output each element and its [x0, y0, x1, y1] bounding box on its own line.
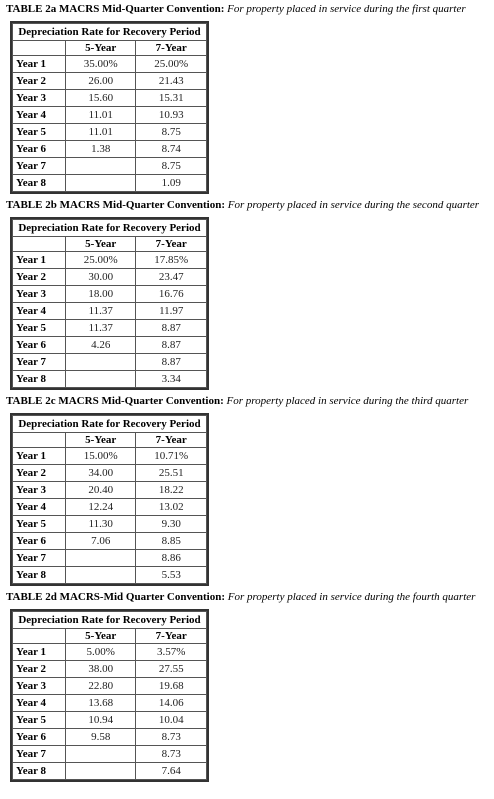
year-label: Year 2	[13, 465, 66, 482]
table-row	[13, 252, 207, 269]
table-row	[13, 499, 207, 516]
rate-7-year: 13.02	[136, 499, 207, 516]
table-row	[13, 661, 207, 678]
year-label: Year 1	[13, 252, 66, 269]
year-label: Year 8	[13, 371, 66, 388]
table-row	[13, 286, 207, 303]
column-header: 5-Year	[66, 237, 136, 252]
rate-5-year: 11.30	[66, 516, 136, 533]
rate-7-year: 8.75	[136, 124, 207, 141]
rate-7-year: 11.97	[136, 303, 207, 320]
rate-7-year: 3.34	[136, 371, 207, 388]
rate-7-year: 25.51	[136, 465, 207, 482]
rate-5-year	[66, 371, 136, 388]
year-label: Year 1	[13, 644, 66, 661]
table-row	[13, 695, 207, 712]
rate-5-year: 15.60	[66, 90, 136, 107]
rate-7-year: 8.87	[136, 354, 207, 371]
rate-7-year: 25.00%	[136, 56, 207, 73]
rate-5-year	[66, 567, 136, 584]
year-label: Year 3	[13, 286, 66, 303]
rate-5-year: 38.00	[66, 661, 136, 678]
rate-7-year: 9.30	[136, 516, 207, 533]
year-label: Year 6	[13, 337, 66, 354]
table-row	[13, 763, 207, 780]
year-label: Year 3	[13, 482, 66, 499]
rates-table	[12, 23, 207, 192]
year-label: Year 7	[13, 354, 66, 371]
rate-5-year: 5.00%	[66, 644, 136, 661]
column-header: 5-Year	[66, 41, 136, 56]
rate-5-year: 22.80	[66, 678, 136, 695]
year-label: Year 5	[13, 124, 66, 141]
table-caption	[6, 198, 490, 213]
table-row	[13, 482, 207, 499]
caption-title: TABLE 2b MACRS Mid-Quarter Convention:	[6, 199, 225, 211]
table-row	[13, 746, 207, 763]
year-label: Year 7	[13, 158, 66, 175]
year-label: Year 4	[13, 107, 66, 124]
rate-5-year: 34.00	[66, 465, 136, 482]
rate-7-year: 10.04	[136, 712, 207, 729]
group-header: Depreciation Rate for Recovery Period	[13, 612, 207, 629]
year-label: Year 8	[13, 763, 66, 780]
rate-7-year: 8.75	[136, 158, 207, 175]
rate-7-year: 3.57%	[136, 644, 207, 661]
rate-5-year	[66, 158, 136, 175]
column-header: 5-Year	[66, 433, 136, 448]
table-row	[13, 158, 207, 175]
rate-5-year: 9.58	[66, 729, 136, 746]
column-header: 7-Year	[136, 629, 207, 644]
rate-7-year: 21.43	[136, 73, 207, 90]
table-row	[13, 337, 207, 354]
rate-7-year: 17.85%	[136, 252, 207, 269]
rate-5-year: 15.00%	[66, 448, 136, 465]
table-row	[13, 550, 207, 567]
rates-table-frame	[10, 413, 209, 586]
year-label: Year 2	[13, 661, 66, 678]
table-row	[13, 678, 207, 695]
rate-7-year: 8.87	[136, 320, 207, 337]
rate-5-year: 10.94	[66, 712, 136, 729]
table-row	[13, 567, 207, 584]
rate-5-year: 12.24	[66, 499, 136, 516]
rate-5-year: 4.26	[66, 337, 136, 354]
rate-5-year	[66, 763, 136, 780]
column-header: 7-Year	[136, 433, 207, 448]
rates-table	[12, 611, 207, 780]
rates-table-frame	[10, 609, 209, 782]
rate-7-year: 8.85	[136, 533, 207, 550]
caption-subtitle: For property placed in service during the fourth quarter	[227, 591, 476, 603]
group-header: Depreciation Rate for Recovery Period	[13, 416, 207, 433]
rates-table	[12, 415, 207, 584]
year-label: Year 7	[13, 746, 66, 763]
caption-subtitle: For property placed in service during the first quarter	[227, 3, 466, 15]
table-caption	[6, 394, 490, 409]
year-label: Year 2	[13, 269, 66, 286]
table-row	[13, 320, 207, 337]
year-label: Year 2	[13, 73, 66, 90]
rate-5-year: 13.68	[66, 695, 136, 712]
blank-header-cell	[13, 237, 66, 252]
table-row	[13, 448, 207, 465]
year-label: Year 3	[13, 678, 66, 695]
rate-7-year: 15.31	[136, 90, 207, 107]
rate-5-year: 11.37	[66, 320, 136, 337]
year-label: Year 1	[13, 448, 66, 465]
table-row	[13, 729, 207, 746]
rate-7-year: 8.74	[136, 141, 207, 158]
table-caption	[6, 2, 490, 17]
rate-5-year: 7.06	[66, 533, 136, 550]
rate-7-year: 7.64	[136, 763, 207, 780]
year-label: Year 5	[13, 320, 66, 337]
group-header: Depreciation Rate for Recovery Period	[13, 220, 207, 237]
table-row	[13, 371, 207, 388]
table-row	[13, 269, 207, 286]
table-row	[13, 141, 207, 158]
year-label: Year 4	[13, 303, 66, 320]
table-section-2b	[6, 198, 490, 393]
table-section-2a	[6, 2, 490, 197]
year-label: Year 1	[13, 56, 66, 73]
rate-7-year: 16.76	[136, 286, 207, 303]
rate-5-year	[66, 550, 136, 567]
rate-7-year: 10.71%	[136, 448, 207, 465]
rate-5-year: 25.00%	[66, 252, 136, 269]
column-header: 5-Year	[66, 629, 136, 644]
rate-5-year: 18.00	[66, 286, 136, 303]
rate-7-year: 8.86	[136, 550, 207, 567]
rate-7-year: 10.93	[136, 107, 207, 124]
caption-title: TABLE 2a MACRS Mid-Quarter Convention:	[6, 3, 225, 15]
rates-table	[12, 219, 207, 388]
rate-7-year: 1.09	[136, 175, 207, 192]
blank-header-cell	[13, 41, 66, 56]
column-header: 7-Year	[136, 41, 207, 56]
rate-7-year: 8.73	[136, 746, 207, 763]
rate-7-year: 18.22	[136, 482, 207, 499]
rate-5-year: 1.38	[66, 141, 136, 158]
table-section-2d	[6, 590, 490, 785]
rate-7-year: 8.87	[136, 337, 207, 354]
table-row	[13, 73, 207, 90]
rate-5-year	[66, 175, 136, 192]
table-section-2c	[6, 394, 490, 589]
rate-5-year: 11.01	[66, 124, 136, 141]
rates-table-frame	[10, 217, 209, 390]
table-row	[13, 175, 207, 192]
year-label: Year 5	[13, 712, 66, 729]
rate-5-year	[66, 354, 136, 371]
table-row	[13, 124, 207, 141]
rate-5-year: 35.00%	[66, 56, 136, 73]
blank-header-cell	[13, 433, 66, 448]
year-label: Year 5	[13, 516, 66, 533]
year-label: Year 7	[13, 550, 66, 567]
year-label: Year 6	[13, 141, 66, 158]
year-label: Year 6	[13, 533, 66, 550]
year-label: Year 3	[13, 90, 66, 107]
rate-5-year: 26.00	[66, 73, 136, 90]
table-row	[13, 107, 207, 124]
year-label: Year 4	[13, 695, 66, 712]
column-header: 7-Year	[136, 237, 207, 252]
rate-7-year: 19.68	[136, 678, 207, 695]
table-row	[13, 56, 207, 73]
caption-subtitle: For property placed in service during the second quarter	[227, 199, 480, 211]
rate-5-year: 30.00	[66, 269, 136, 286]
table-caption	[6, 590, 490, 605]
year-label: Year 8	[13, 175, 66, 192]
caption-title: TABLE 2d MACRS-Mid Quarter Convention:	[6, 591, 225, 603]
rate-5-year: 11.01	[66, 107, 136, 124]
table-row	[13, 354, 207, 371]
rate-7-year: 23.47	[136, 269, 207, 286]
rate-5-year: 20.40	[66, 482, 136, 499]
rate-5-year	[66, 746, 136, 763]
table-row	[13, 465, 207, 482]
year-label: Year 6	[13, 729, 66, 746]
table-row	[13, 644, 207, 661]
rate-7-year: 5.53	[136, 567, 207, 584]
blank-header-cell	[13, 629, 66, 644]
rate-5-year: 11.37	[66, 303, 136, 320]
caption-subtitle: For property placed in service during the third quarter	[226, 395, 469, 407]
table-row	[13, 533, 207, 550]
rates-table-frame	[10, 21, 209, 194]
year-label: Year 8	[13, 567, 66, 584]
table-row	[13, 712, 207, 729]
rate-7-year: 8.73	[136, 729, 207, 746]
rate-7-year: 14.06	[136, 695, 207, 712]
table-row	[13, 303, 207, 320]
rate-7-year: 27.55	[136, 661, 207, 678]
group-header: Depreciation Rate for Recovery Period	[13, 24, 207, 41]
table-row	[13, 90, 207, 107]
year-label: Year 4	[13, 499, 66, 516]
caption-title: TABLE 2c MACRS Mid-Quarter Convention:	[6, 395, 224, 407]
table-row	[13, 516, 207, 533]
